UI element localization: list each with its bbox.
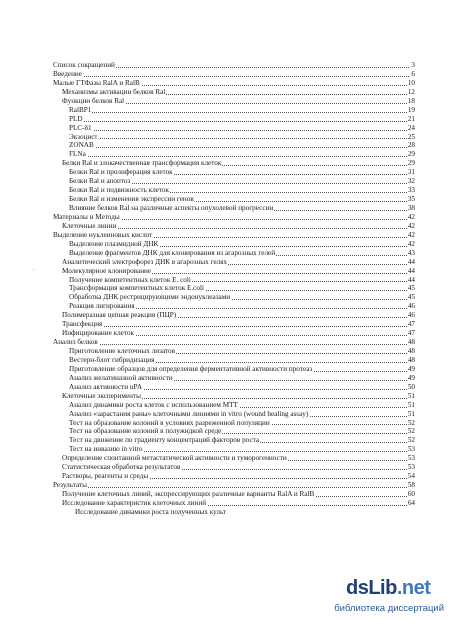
toc-entry[interactable]: [53, 293, 415, 302]
toc-entry-page: 44: [407, 266, 415, 275]
toc-entry[interactable]: [53, 231, 415, 240]
toc-entry[interactable]: [53, 159, 415, 168]
toc-entry[interactable]: [53, 240, 415, 249]
toc-entry-page: 35: [407, 195, 415, 204]
toc-leader-dots: [69, 156, 415, 157]
toc-entry[interactable]: [53, 410, 415, 419]
toc-entry[interactable]: [53, 329, 415, 338]
toc-entry[interactable]: [53, 356, 415, 365]
toc-entry[interactable]: [53, 213, 415, 222]
table-of-contents: [53, 61, 415, 517]
watermark[interactable]: [314, 573, 450, 620]
watermark-logo[interactable]: [346, 577, 430, 600]
toc-entry[interactable]: [53, 168, 415, 177]
toc-entry-title: Белки Ral и изменения экспрессии генов: [69, 195, 194, 204]
toc-entry[interactable]: [53, 267, 415, 276]
toc-entry-page: 60: [407, 490, 415, 498]
toc-entry[interactable]: [53, 204, 415, 213]
toc-entry-title: Выделение плазмидной ДНК: [69, 239, 159, 248]
toc-entry-title: Результаты: [53, 481, 87, 490]
toc-entry-page: 53: [407, 463, 415, 472]
toc-entry-title: Инфицирование клеток: [62, 329, 134, 338]
toc-entry-page: 47: [407, 320, 415, 329]
toc-entry-title: Анализ белков: [53, 338, 98, 347]
toc-entry-page: 42: [407, 239, 415, 248]
toc-entry-page: 44: [407, 275, 415, 284]
toc-entry-page: 46: [407, 311, 415, 320]
toc-entry-page: 12: [407, 87, 415, 96]
toc-entry[interactable]: [53, 472, 415, 481]
toc-entry-page: 48: [407, 347, 415, 355]
toc-entry-title: Белки Ral и апоптоз: [69, 177, 131, 186]
toc-entry-title: Влияние белков Ral на различные аспекты опухолевой прогрессии: [69, 204, 274, 212]
toc-entry[interactable]: [53, 141, 415, 150]
toc-entry-page: 21: [407, 114, 415, 123]
toc-entry-title: Получение клеточных линий, экспрессирующих различные варианты RalA и RalB: [62, 490, 315, 498]
toc-entry-page: 19: [407, 105, 415, 114]
toc-entry-page: 52: [407, 418, 415, 427]
toc-leader-dots: [69, 147, 415, 148]
toc-entry[interactable]: [53, 445, 415, 454]
toc-entry-title: Клеточные эксперименты: [62, 391, 141, 400]
toc-entry[interactable]: [53, 177, 415, 186]
toc-entry[interactable]: [53, 276, 415, 285]
toc-entry-title: Приготовление клеточных лизатов: [69, 347, 176, 355]
toc-entry-title: Трансфекция: [62, 320, 103, 329]
toc-entry-page: 43: [407, 248, 415, 257]
toc-entry[interactable]: [53, 97, 415, 106]
toc-entry-page: 42: [407, 230, 415, 239]
toc-entry-page: 45: [407, 284, 415, 293]
toc-entry-page: 50: [407, 382, 415, 391]
toc-entry[interactable]: [53, 61, 415, 70]
toc-entry-title: FLNa: [69, 150, 86, 159]
toc-entry[interactable]: [53, 150, 415, 159]
toc-entry-title: Выделение фрагментов ДНК для клонирования из агарозных гелей: [69, 248, 276, 257]
toc-entry-page: 54: [407, 472, 415, 481]
toc-entry-title: Статистическая обработка результатов: [62, 463, 181, 472]
toc-entry-page: 3: [411, 61, 415, 69]
toc-entry[interactable]: [53, 88, 415, 97]
toc-entry[interactable]: [53, 427, 415, 436]
toc-entry[interactable]: [53, 463, 415, 472]
toc-entry-title: ZONAB: [69, 141, 94, 150]
toc-entry[interactable]: [53, 186, 415, 195]
toc-entry-title: Материалы и Методы: [53, 212, 120, 221]
toc-leader-dots: [69, 138, 415, 139]
toc-leader-dots: [69, 130, 415, 131]
toc-entry-title: Выделение нуклеиновых кислот: [53, 230, 153, 239]
toc-entry-page: 64: [407, 498, 415, 507]
toc-leader-dots: [53, 344, 415, 345]
toc-entry-page: 24: [407, 123, 415, 132]
toc-entry-title: Клеточные линии: [62, 221, 117, 230]
toc-entry[interactable]: [53, 124, 415, 133]
toc-entry-title: Молекулярное клонирование: [62, 266, 152, 275]
toc-entry-title: Приготовление образцов для определения ферментативной активности протеаз: [69, 364, 313, 373]
toc-entry[interactable]: [53, 284, 415, 293]
watermark-tagline: библиотека диссертаций: [334, 603, 444, 614]
toc-entry[interactable]: [53, 490, 415, 499]
toc-entry[interactable]: [53, 419, 415, 428]
toc-entry-page: 46: [407, 302, 415, 311]
toc-entry-title: Белки Ral и злокачественная трансформация клеток: [62, 159, 222, 168]
toc-entry[interactable]: [53, 115, 415, 124]
toc-entry-page: 48: [407, 338, 415, 347]
toc-entry-title: Белки Ral и пролиферация клеток: [69, 168, 173, 177]
toc-entry[interactable]: [53, 436, 415, 445]
toc-entry-title: Исследование характеристик клеточных линий: [62, 498, 207, 507]
toc-entry-page: 45: [407, 293, 415, 302]
toc-entry-title: Анализ динамики роста клеток с использованием MTT: [69, 400, 238, 409]
toc-entry-title: Анализ желатиназной активности: [69, 373, 173, 382]
toc-entry-title: PLD: [69, 114, 83, 123]
toc-entry[interactable]: [53, 302, 415, 311]
toc-entry-title: Определение спонтанной метастатической активности и туморогенности: [62, 454, 287, 463]
toc-entry-title: Исследование динамики роста полученных культ: [75, 507, 227, 516]
toc-entry-page: 32: [407, 177, 415, 186]
toc-entry-page: 49: [407, 373, 415, 382]
toc-entry-title: Тест на образование колоний в условиях разреженной популяции: [69, 418, 270, 427]
toc-entry-page: 52: [407, 436, 415, 445]
toc-entry-page: 25: [407, 132, 415, 141]
toc-entry-title: Тест на инвазию in vitro: [69, 445, 143, 454]
toc-leader-dots: [69, 112, 415, 113]
toc-entry-title: Малые ГТФазы RalA и RalB: [53, 78, 140, 87]
toc-leader-dots: [53, 487, 415, 488]
toc-entry[interactable]: [53, 106, 415, 115]
toc-entry[interactable]: [53, 454, 415, 463]
toc-entry[interactable]: [53, 258, 415, 267]
toc-entry-page: 44: [407, 257, 415, 266]
toc-entry-title: Полимеразная цепная реакция (ПЦР): [62, 311, 177, 320]
toc-entry-page: 58: [407, 481, 415, 490]
toc-entry[interactable]: [53, 508, 415, 517]
toc-entry-page: 53: [407, 454, 415, 463]
toc-entry-title: Обработка ДНК рестрицирующими эндонуклеазами: [69, 293, 231, 302]
toc-entry[interactable]: [53, 383, 415, 392]
toc-entry-page: 10: [407, 78, 415, 87]
toc-entry-page: 28: [407, 141, 415, 150]
toc-entry[interactable]: [53, 222, 415, 231]
toc-entry-title: Механизмы активации белков Ral: [62, 87, 166, 96]
toc-entry-title: Список сокращений: [53, 61, 115, 69]
toc-entry-title: Функции белков Ral: [62, 96, 125, 105]
toc-entry[interactable]: [53, 70, 415, 79]
toc-entry[interactable]: [53, 481, 415, 490]
toc-entry-page: 6: [411, 69, 415, 78]
toc-entry[interactable]: [53, 320, 415, 329]
stray-mark: .: [33, 266, 35, 272]
toc-entry-page: 29: [407, 159, 415, 168]
toc-leader-dots: [62, 326, 415, 327]
toc-entry-page: 49: [407, 364, 415, 373]
toc-entry-page: 29: [407, 150, 415, 159]
toc-entry-page: 52: [407, 427, 415, 436]
toc-entry-title: Трансформация компетентных клеток E.coli: [69, 284, 204, 293]
toc-entry-page: 53: [407, 445, 415, 454]
toc-entry[interactable]: [53, 249, 415, 258]
toc-entry-page: 42: [407, 221, 415, 230]
toc-entry[interactable]: [53, 338, 415, 347]
toc-entry[interactable]: [53, 311, 415, 320]
toc-entry-page: 51: [407, 409, 415, 418]
watermark-logo-suffix: .net: [396, 577, 431, 599]
toc-entry-title: Экзоцист: [69, 132, 98, 141]
watermark-logo-main: dsLib: [346, 577, 397, 599]
toc-entry-page: 38: [407, 204, 415, 212]
toc-entry[interactable]: [53, 401, 415, 410]
toc-entry-title: Тест на образование колоний в полужидкой среде: [69, 427, 222, 436]
toc-entry[interactable]: [53, 392, 415, 401]
toc-entry[interactable]: [53, 499, 415, 508]
toc-leader-dots: [53, 76, 415, 77]
toc-entry-title: Тест на движение по градиенту концентраций факторов роста: [69, 436, 260, 445]
toc-entry-page: 42: [407, 212, 415, 221]
toc-entry[interactable]: [53, 365, 415, 374]
toc-entry-title: PLC-δ1: [69, 123, 92, 132]
toc-entry[interactable]: [53, 374, 415, 383]
toc-entry-title: Реакция лигирования: [69, 302, 135, 311]
toc-entry-title: Анализ активности uPA: [69, 382, 143, 391]
toc-entry-title: Аналитический электрофорез ДНК в агарозных гелях: [62, 257, 227, 266]
toc-entry-title: RalBP1: [69, 105, 92, 114]
toc-entry[interactable]: [53, 195, 415, 204]
toc-entry-title: Получение компетентных клеток E. coli: [69, 275, 191, 284]
toc-entry-title: Анализ «зарастания раны» клеточными линиями in vitro (wound healing assay): [69, 409, 309, 418]
toc-entry[interactable]: [53, 347, 415, 356]
toc-entry-page: 48: [407, 355, 415, 364]
toc-entry-page: 31: [407, 168, 415, 177]
toc-entry[interactable]: [53, 79, 415, 88]
toc-entry-title: Белки Ral и подвижность клеток: [69, 186, 169, 195]
toc-entry-title: Растворы, реагенты и среды: [62, 472, 149, 481]
toc-entry-page: 33: [407, 186, 415, 195]
toc-entry-page: 47: [407, 329, 415, 338]
toc-leader-dots: [69, 121, 415, 122]
toc-entry-page: 51: [407, 400, 415, 409]
toc-entry-title: Вестерн-блот гибридизация: [69, 355, 155, 364]
toc-entry-page: 51: [407, 391, 415, 400]
toc-entry-title: Введение: [53, 69, 82, 78]
toc-entry-page: 18: [407, 96, 415, 105]
toc-entry[interactable]: [53, 133, 415, 142]
